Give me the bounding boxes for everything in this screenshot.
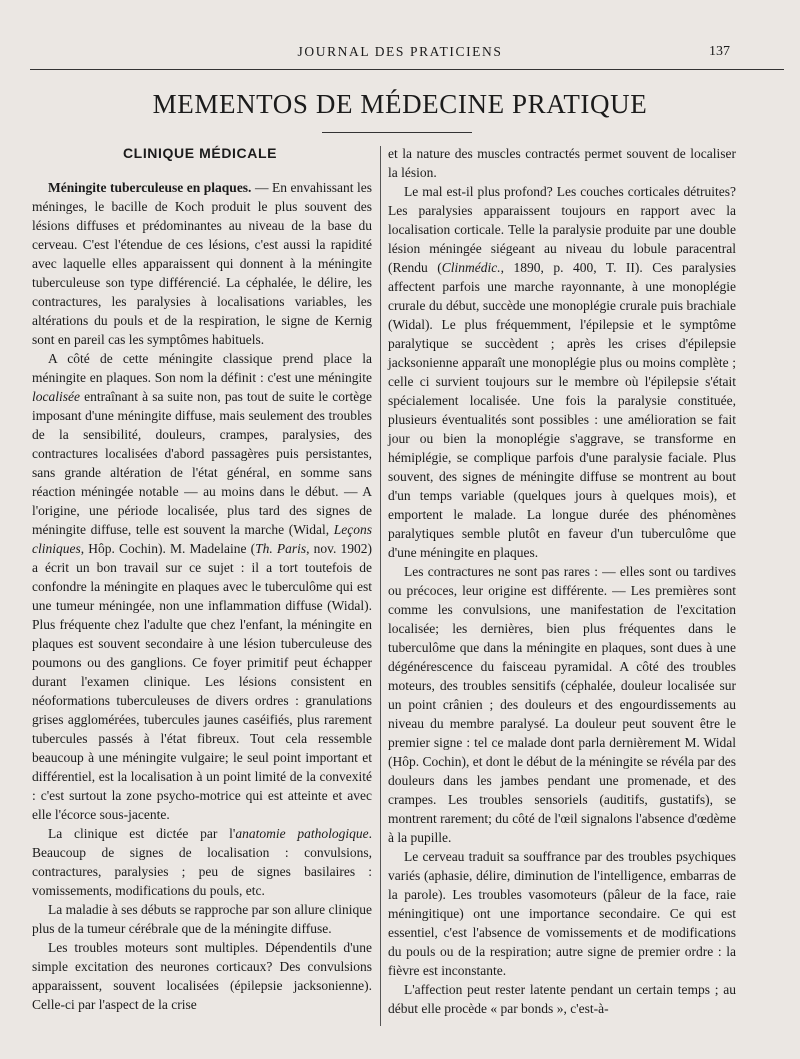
paragraph-text: , nov. 1902) a écrit un bon travail sur ce sujet : il a tort toutefois de confondre la méningite en plaques avec le tuberculôme qui est une tumeur méningée, non une inflammation diffuse (Widal). Plus fréquente chez l'adulte que chez l'enfant, la méningite en plaques est souvent secondaire à une lésion tuberculeuse des poumons ou des ganglions. Ce foyer primitif peut échapper durant l'examen clinique. Les lésions consistent en néoformations tuberculeuses de divers ordres : granulations grises agglomérées, tubercules jaunes caséifiés, plus rarement tubercules passés à l'état fibreux. Tout cela ressemble beaucoup à une méningite vulgaire; le seul point important et différentiel, est la localisation à un point limité de la convexité : c'est surtout la zone psycho-motrice qui est atteinte et avec elle l'écorce sous-jacente. xyxy=(32,541,372,822)
italic-citation: Th. Paris xyxy=(255,541,307,556)
right-column xyxy=(388,144,736,1018)
paragraph: et la nature des muscles contractés permet souvent de localiser la lésion. xyxy=(388,146,736,180)
left-column xyxy=(32,178,372,1014)
paragraph-text: La clinique est dictée par l' xyxy=(48,826,236,841)
paragraph xyxy=(32,824,372,900)
paragraph-text: A côté de cette méningite classique prend place la méningite en plaques. Son nom la définit : c'est une méningite xyxy=(32,351,372,385)
paragraph-text: — En envahissant les méninges, le bacille de Koch produit le plus souvent des lésions diffuses et prédominantes au niveau de la base du cerveau. C'est l'étendue de ces lésions, c'est aussi la rapidité avec laquelle elles apparaissent qui donnent à la méningite tuberculeuse son type différencié. La céphalée, le délire, les contractures, les paralysies à localisations variables, les altérations du pouls et de la respiration, le signe de Kernig sont en pareil cas les symptômes habituels. xyxy=(32,180,372,347)
paragraph-text: . Beaucoup de signes de localisation : convulsions, contractures, paralysies ; peu de signes basilaires : vomissements, modifications du pouls, etc. xyxy=(32,826,372,898)
paragraph: La maladie à ses débuts se rapproche par son allure clinique plus de la tumeur cérébrale que de la méningite diffuse. xyxy=(32,902,372,936)
page-number: 137 xyxy=(709,44,730,59)
journal-title: JOURNAL DES PRATICIENS xyxy=(297,44,503,59)
paragraph xyxy=(32,349,372,824)
header-rule xyxy=(30,69,784,70)
lead-heading: Méningite tuberculeuse en plaques. xyxy=(48,180,252,195)
paragraph: Le cerveau traduit sa souffrance par des troubles psychiques variés (aphasie, délire, diminution de l'intelligence, embarras de la parole). Les troubles vasomoteurs (pâleur de la face, raie méningitique) ont une importance secondaire. Ce qui est essentiel, c'est l'absence de vomissements et de modifications du pouls ou de la respiration; autre signe de premier ordre : la fièvre est inconstante. xyxy=(388,849,736,978)
title-rule xyxy=(322,132,472,133)
paragraph xyxy=(32,178,372,349)
paragraph-text: , Hôp. Cochin). M. Madelaine ( xyxy=(80,541,256,556)
paragraph-text: , 1890, p. 400, T. II). Ces paralysies affectent parfois une marche rayonnante, à une monoplégie crurale du début, succède une monoplégie crurale puis brachiale (Widal). Le plus fréquemment, l'épilepsie et le symptôme paralytique se succèdent ; après les crises d'épilepsie jacksonienne apparaît une monoplégie plus ou moins complète ; celle ci survient toujours sur le membre où l'épilepsie s'était spécialement localisée. Une fois la paralysie constituée, plusieurs éventualités sont possibles : une amélioration se fait jour ou bien la monoplégie s'aggrave, se transforme en hémiplégie, se complique parfois d'une paralysie faciale. Plus souvent, des signes de méningite diffuse se montrent au bout d'un temps variable (quelques jours à quelques mois), et emportent le malade. La longue durée des phénomènes paralytiques semble plutôt en faveur d'un tuberculôme que d'une méningite en plaques. xyxy=(388,260,736,560)
paragraph: Les troubles moteurs sont multiples. Dépendentils d'une simple excitation des neurones corticaux? Des convulsions apparaissent, souvent localisées (épilepsie jacksonienne). Celle-ci par l'aspect de la crise xyxy=(32,940,372,1012)
page-title: MEMENTOS DE MÉDECINE PRATIQUE xyxy=(152,89,648,119)
paragraph: L'affection peut rester latente pendant un certain temps ; au début elle procède « par bonds », c'est-à- xyxy=(388,982,736,1016)
italic-citation: Clinmédic. xyxy=(441,260,501,275)
italic-term: anatomie pathologique xyxy=(235,826,369,841)
section-heading: CLINIQUE MÉDICALE xyxy=(122,145,278,161)
italic-term: localisée xyxy=(32,389,80,404)
paragraph: Les contractures ne sont pas rares : — elles sont ou tardives ou précoces, leur origine est différente. — Les premières sont comme les convulsions, une manifestation de l'excitation localisée; les dernières, bien plus fréquentes dans le tuberculôme que dans la méningite en plaques, sont dues à une dégénérescence du faisceau pyramidal. A côté des troubles moteurs, des troubles sensitifs (céphalée, douleur localisée sur un point crânien ; des douleurs et des engourdissements au niveau du membre paralysé. La douleur peut souvent être le premier signe : tel ce malade dont parla dernièrement M. Widal (Hôp. Cochin), et dont le début de la méningite se révéla par des douleurs dans les jambes pendant une promenade, et des crampes. Les troubles sensoriels (auditifs, gustatifs), se montrent rarement; du côté de l'œil signalons l'absence d'œdème à la pupille. xyxy=(388,564,736,845)
paragraph-text: entraînant à sa suite non, pas tout de suite le cortège imposant d'une méningite diffuse, mais seulement des troubles de la sensibilité, douleurs, crampes, paralysies, des contractures localisées d'abord passagères puis persistantes, sans grande altération de l'état général, en somme sans réaction méningée notable — au moins dans le début. — A l'origine, une période localisée, plus tard des signes de méningite diffuse, telle est souvent la marche (Widal, xyxy=(32,389,372,537)
column-divider xyxy=(380,146,381,1026)
italic-citation: Leçons cliniques xyxy=(32,522,372,556)
paragraph-text: Le mal est-il plus profond? Les couches corticales détruites? Les paralysies apparaissent toujours en rapport avec la localisation corticale. Telle la paralysie produite par une double lésion méningée siégeant au niveau du lobule paracentral (Rendu ( xyxy=(388,184,736,275)
running-header xyxy=(0,44,800,66)
paragraph xyxy=(388,182,736,562)
